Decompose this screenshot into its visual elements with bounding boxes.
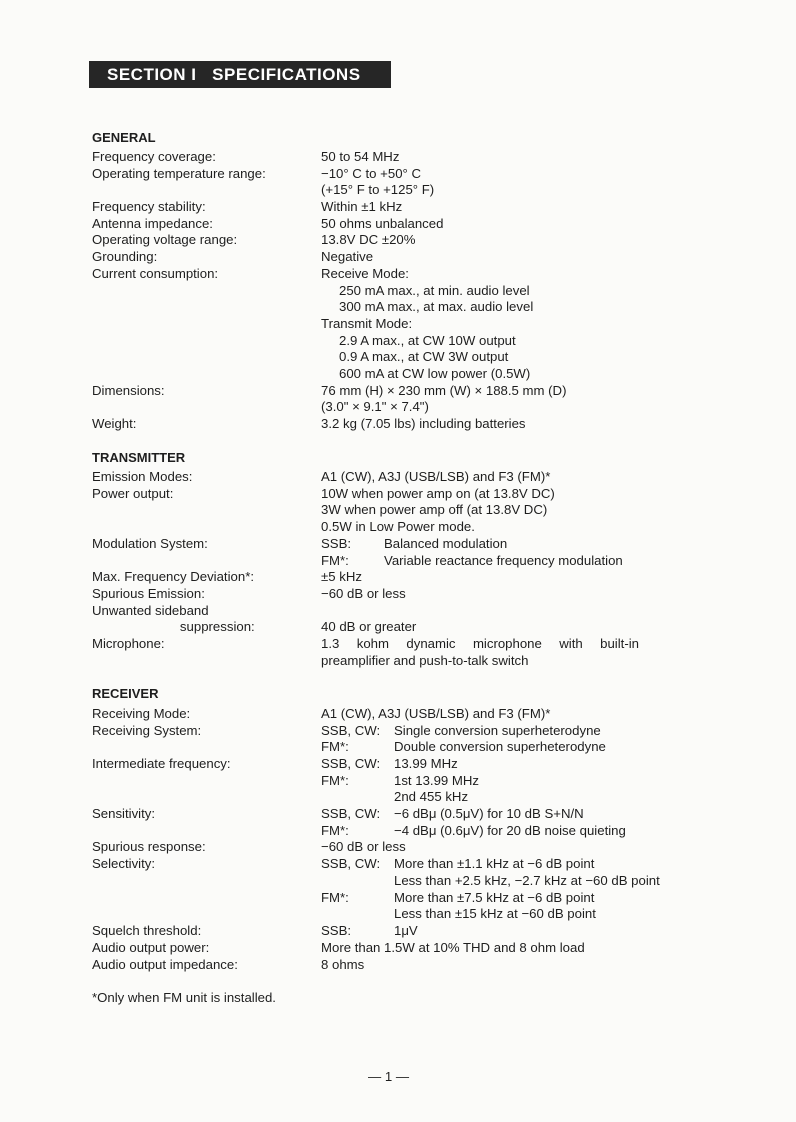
spec-value: 3.2 kg (7.05 lbs) including batteries [321,416,526,431]
spec-value: 300 mA max., at max. audio level [339,299,534,314]
spec-value: A1 (CW), A3J (USB/LSB) and F3 (FM)* [321,706,551,721]
spec-label: Current consumption: [92,266,219,281]
spec-value: 250 mA max., at min. audio level [339,283,530,298]
spec-value: More than 1.5W at 10% THD and 8 ohm load [321,940,585,955]
spec-label: Frequency stability: [92,199,206,214]
spec-value: 76 mm (H) × 230 mm (W) × 188.5 mm (D) [321,383,567,398]
page-number: — 1 — [368,1069,410,1084]
spec-subvalue: 13.99 MHz [394,756,458,771]
spec-subvalue: Less than +2.5 kHz, −2.7 kHz at −60 dB point [394,873,660,888]
spec-label: Audio output impedance: [92,957,238,972]
spec-subvalue: Balanced modulation [384,536,508,551]
spec-value: −60 dB or less [321,586,406,601]
spec-value: 13.8V DC ±20% [321,232,416,247]
spec-value: FM*: [321,553,349,568]
spec-value: 2.9 A max., at CW 10W output [339,333,516,348]
spec-value: 8 ohms [321,957,365,972]
spec-value: SSB, CW: [321,756,381,771]
spec-label: Frequency coverage: [92,149,216,164]
footnote: *Only when FM unit is installed. [92,990,276,1005]
spec-label: Weight: [92,416,137,431]
spec-label: Emission Modes: [92,469,193,484]
spec-value: 0.5W in Low Power mode. [321,519,475,534]
spec-value: 50 to 54 MHz [321,149,400,164]
spec-value: Within ±1 kHz [321,199,403,214]
transmitter-heading: TRANSMITTER [92,450,186,465]
spec-value: Negative [321,249,374,264]
spec-label: Receiving System: [92,723,202,738]
spec-value: ±5 kHz [321,569,362,584]
spec-label: Unwanted sideband [92,603,209,618]
spec-value: 600 mA at CW low power (0.5W) [339,366,531,381]
spec-subvalue: Less than ±15 kHz at −60 dB point [394,906,596,921]
spec-value: 3W when power amp off (at 13.8V DC) [321,502,548,517]
spec-value: Transmit Mode: [321,316,413,331]
spec-label: Dimensions: [92,383,165,398]
spec-subvalue: 1st 13.99 MHz [394,773,480,788]
spec-value: SSB, CW: [321,856,381,871]
spec-label: Operating temperature range: [92,166,266,181]
spec-label: Operating voltage range: [92,232,238,247]
spec-subvalue: More than ±1.1 kHz at −6 dB point [394,856,595,871]
general-heading: GENERAL [92,130,156,145]
spec-label: Sensitivity: [92,806,156,821]
spec-label: Receiving Mode: [92,706,191,721]
spec-value: preamplifier and push-to-talk switch [321,653,529,668]
spec-value: FM*: [321,890,349,905]
spec-value: 40 dB or greater [321,619,417,634]
spec-value: (+15° F to +125° F) [321,182,435,197]
spec-value: (3.0" × 9.1" × 7.4") [321,399,429,414]
spec-value: SSB, CW: [321,806,381,821]
spec-subvalue: Variable reactance frequency modulation [384,553,623,568]
spec-value: −10° C to +50° C [321,166,421,181]
spec-label: Intermediate frequency: [92,756,231,771]
spec-label: Squelch threshold: [92,923,202,938]
spec-label: Power output: [92,486,174,501]
spec-subvalue: Single conversion superheterodyne [394,723,601,738]
spec-value: FM*: [321,823,349,838]
spec-value: 50 ohms unbalanced [321,216,444,231]
spec-label: Spurious response: [92,839,206,854]
spec-subvalue: 1μV [394,923,418,938]
spec-label: Antenna impedance: [92,216,213,231]
spec-label: Modulation System: [92,536,208,551]
spec-label: Grounding: [92,249,158,264]
spec-value: 0.9 A max., at CW 3W output [339,349,509,364]
spec-subvalue: More than ±7.5 kHz at −6 dB point [394,890,595,905]
spec-value: −60 dB or less [321,839,406,854]
spec-label: Max. Frequency Deviation*: [92,569,254,584]
spec-value: FM*: [321,739,349,754]
section-title-banner: SECTION I SPECIFICATIONS [89,61,391,88]
receiver-heading: RECEIVER [92,686,159,701]
spec-label: Microphone: [92,636,165,651]
spec-subvalue: 2nd 455 kHz [394,789,469,804]
spec-value: FM*: [321,773,349,788]
spec-label: Selectivity: [92,856,156,871]
spec-value: 1.3 kohm dynamic microphone with built-in [321,636,639,651]
spec-value: A1 (CW), A3J (USB/LSB) and F3 (FM)* [321,469,551,484]
spec-label: Spurious Emission: [92,586,205,601]
spec-label: Audio output power: [92,940,210,955]
spec-subvalue: −4 dBμ (0.6μV) for 20 dB noise quieting [394,823,626,838]
spec-label: suppression: [92,619,255,634]
spec-subvalue: Double conversion superheterodyne [394,739,606,754]
spec-value: SSB: [321,923,352,938]
spec-subvalue: −6 dBμ (0.5μV) for 10 dB S+N/N [394,806,584,821]
spec-value: Receive Mode: [321,266,409,281]
spec-value: 10W when power amp on (at 13.8V DC) [321,486,555,501]
spec-value: SSB, CW: [321,723,381,738]
spec-value: SSB: [321,536,352,551]
